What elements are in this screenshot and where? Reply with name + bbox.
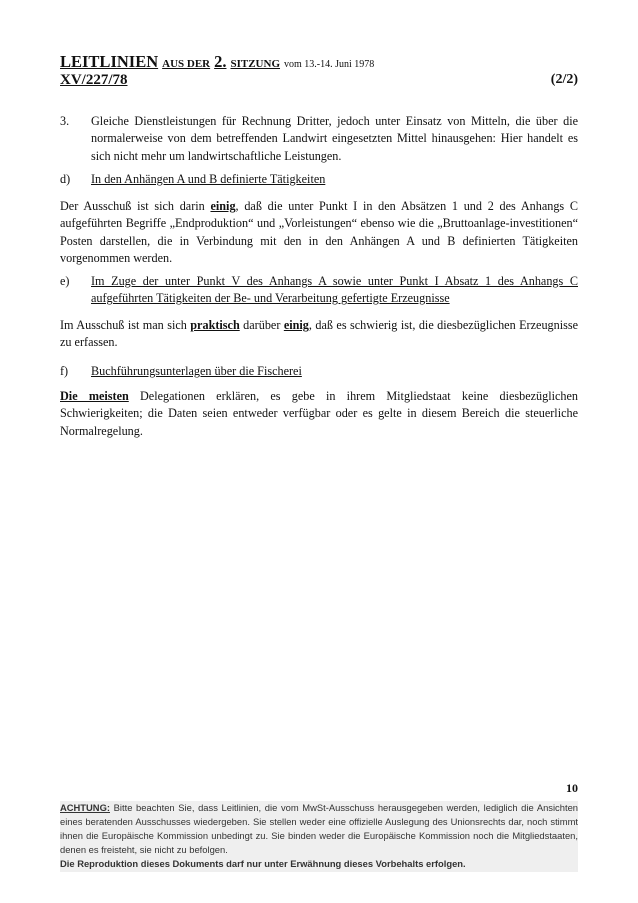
- section-e-paragraph: Im Ausschuß ist man sich praktisch darüber einig, daß es schwierig ist, die diesbezüglichen Erzeugnisse zu erfassen.: [60, 318, 579, 350]
- disclaimer-text: ACHTUNG: Bitte beachten Sie, dass Leitlinien, die vom MwSt-Ausschuss herausgegeben werden, lediglich die Ansichten eines beratenden Ausschusses wiedergeben. Sie stellen weder eine offizielle Auslegung des Unionsrechts dar, noch stimmt ihnen die Europäische Kommission unbedingt zu. Sie binden weder die Europäische Kommission noch die Mitgliedstaaten, denen es freisteht, sie nicht zu befolgen.: [60, 802, 578, 855]
- header-title-sitzung: SITZUNG: [230, 58, 281, 70]
- section-e-letter: e): [60, 274, 70, 288]
- header-title-leitlinien: LEITLINIEN: [60, 52, 159, 71]
- page-number: 10: [566, 781, 578, 795]
- document-code: XV/227/78: [60, 72, 128, 88]
- header-date: vom 13.-14. Juni 1978: [284, 59, 375, 70]
- reproduction-notice: Die Reproduktion dieses Dokuments darf nur unter Erwähnung dieses Vorbehalts erfolgen.: [60, 858, 466, 869]
- item-3-text: Gleiche Dienstleistungen für Rechnung Dritter, jedoch unter Einsatz von Mitteln, die über die normalerweise von dem betreffenden Landwirt eingesetzten Mittel hinausgehen: Hier handelt es sich nicht mehr um landwirtschaftliche Leistungen.: [91, 114, 578, 163]
- section-f-heading: [60, 363, 578, 380]
- item-3: [60, 113, 578, 165]
- emphasis-praktisch: praktisch: [190, 318, 240, 332]
- section-d-heading: [60, 171, 578, 188]
- item-3-number: 3.: [60, 114, 70, 128]
- emphasis-die-meisten: Die meisten: [60, 389, 129, 403]
- disclaimer-label: ACHTUNG:: [60, 802, 110, 813]
- document-header: [60, 52, 374, 72]
- section-f-paragraph: Die meisten Delegationen erklären, es gebe in ihrem Mitgliedstaat keine diesbezüglichen Schwierigkeiten; die Daten seien entweder verfügbar oder es gelte in diesem Bereich die steuerliche Normalregelung.: [60, 389, 578, 438]
- section-d-paragraph: Der Ausschuß ist sich darin einig, daß die unter Punkt I in den Absätzen 1 und 2 des Anhangs C aufgeführten Begriffe „Endproduktion“ und „Vorleistungen“ ebenso wie die „Bruttoanlage-investitionen“ Posten darstellen, die in Verbindung mit den in den Anhängen A und B definierten Tätigkeiten vorgenommen werden.: [60, 199, 579, 265]
- section-e-heading: [60, 273, 578, 308]
- section-d-letter: d): [60, 172, 71, 186]
- header-session-number: 2.: [214, 52, 227, 71]
- document-reference-line: [60, 72, 578, 92]
- header-title-aus-der: AUS DER: [162, 58, 211, 70]
- section-e-title: Im Zuge der unter Punkt V des Anhangs A sowie unter Punkt I Absatz 1 des Anhangs C aufgeführten Tätigkeiten der Be- und Verarbeitung gefertigte Erzeugnisse: [91, 274, 578, 306]
- page-count: (2/2): [550, 72, 578, 87]
- emphasis-einig: einig: [210, 199, 236, 213]
- disclaimer-box: [60, 801, 578, 872]
- section-f-letter: f): [60, 364, 69, 378]
- section-d-title: In den Anhängen A und B definierte Tätigkeiten: [91, 172, 326, 186]
- emphasis-einig-2: einig: [283, 318, 309, 332]
- section-f-title: Buchführungsunterlagen über die Fischerei: [91, 364, 302, 378]
